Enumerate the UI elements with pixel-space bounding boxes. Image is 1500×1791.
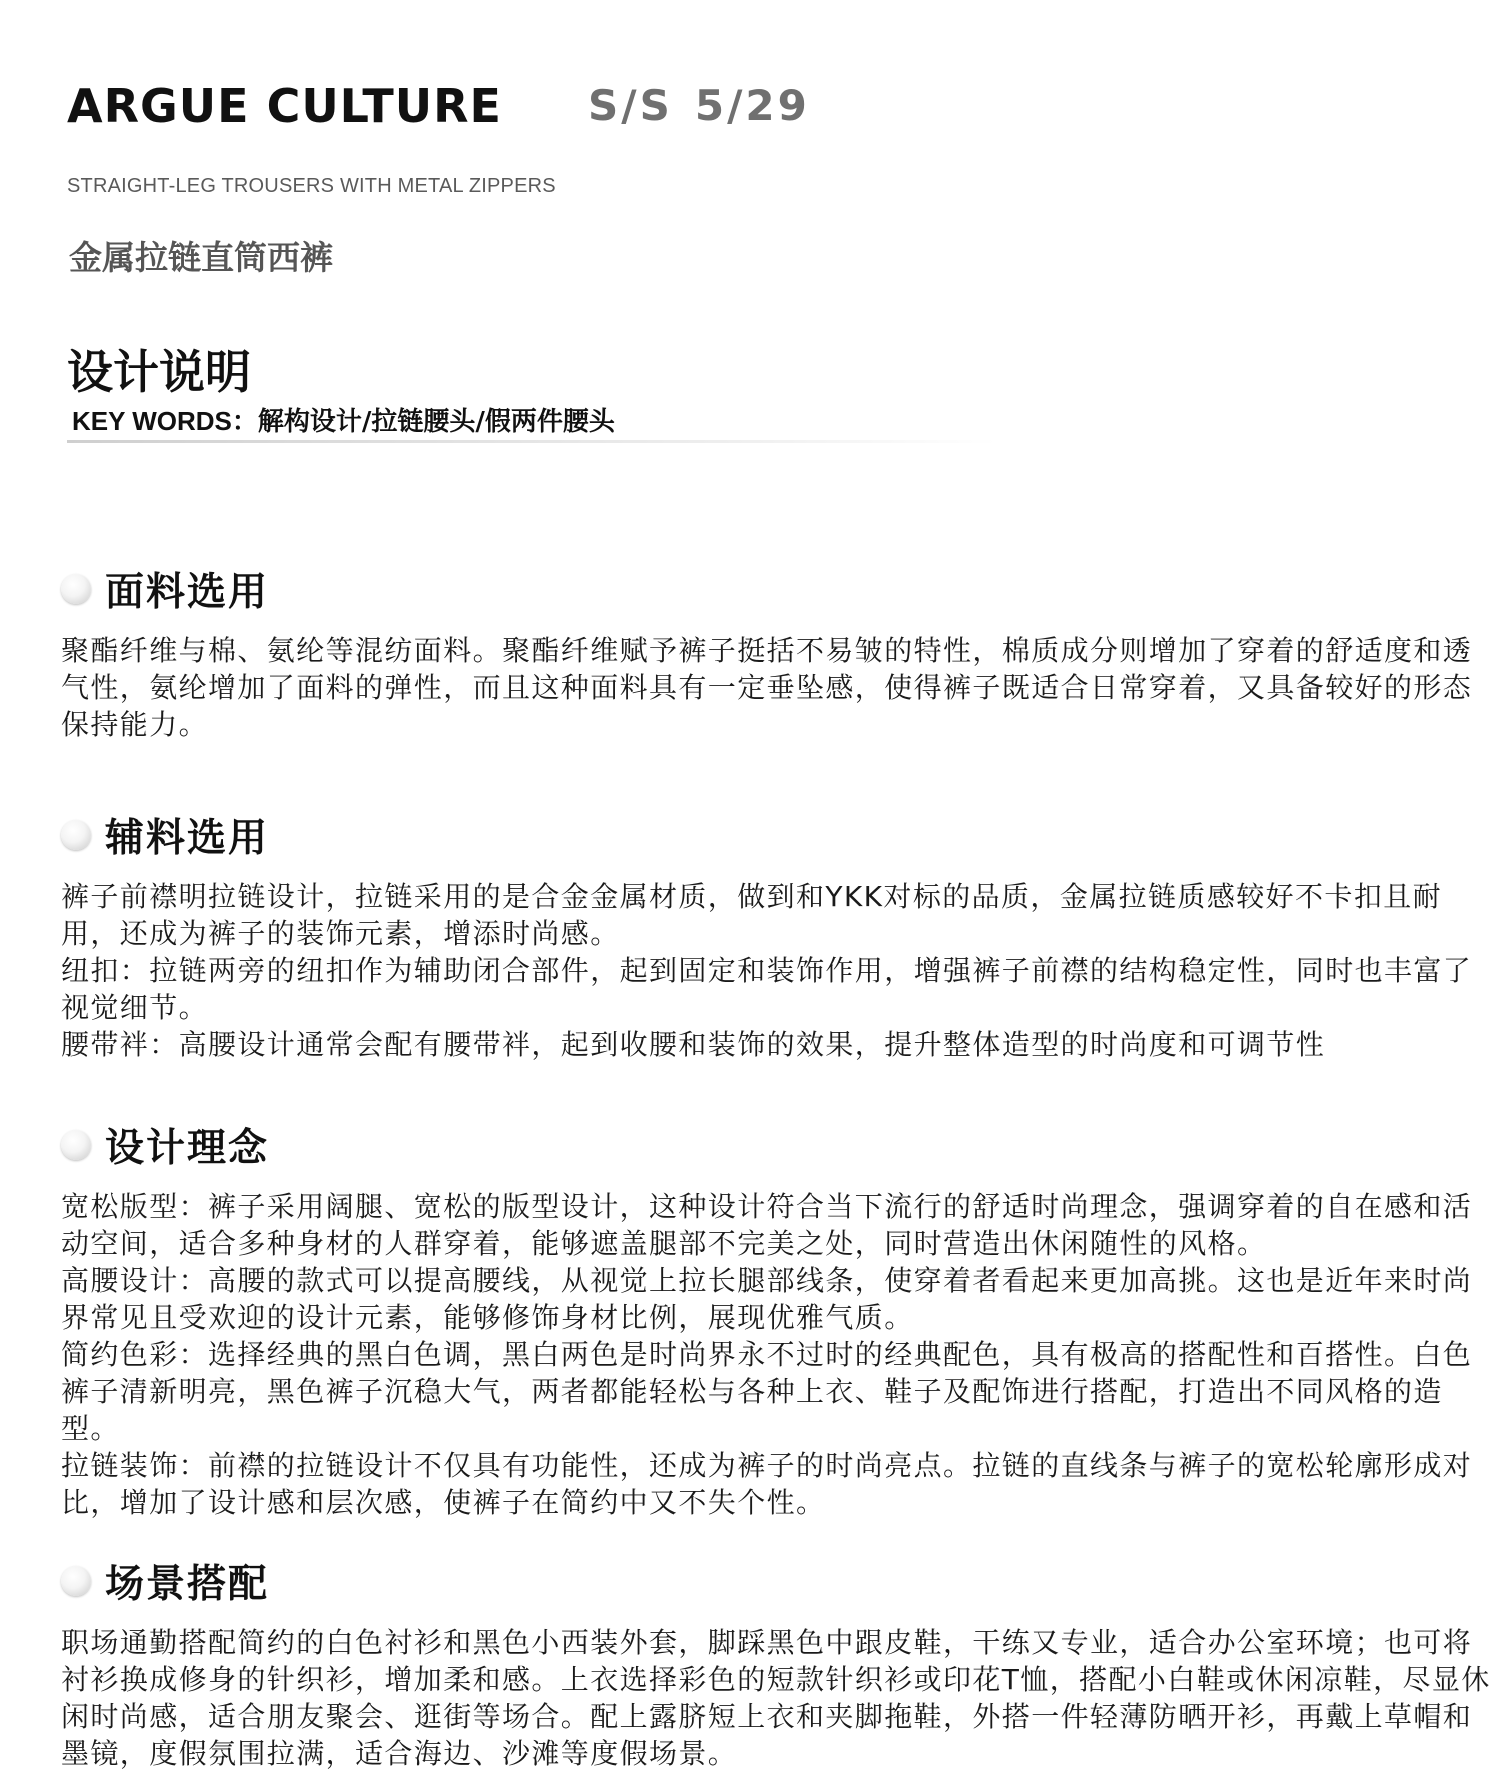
season-label: S/S: [588, 81, 673, 130]
section-header: [61, 810, 1491, 860]
circle-bullet-icon: [61, 820, 91, 850]
section-title: 面料选用: [105, 570, 270, 615]
circle-bullet-icon: [61, 1130, 91, 1160]
paragraph: 拉链装饰：前襟的拉链设计不仅具有功能性，还成为裤子的时尚亮点。拉链的直线条与裤子的宽松轮廓形成对比，增加了设计感和层次感，使裤子在简约中又不失个性。: [61, 1449, 1473, 1519]
paragraph: 宽松版型：裤子采用阔腿、宽松的版型设计，这种设计符合当下流行的舒适时尚理念，强调穿着的自在感和活动空间，适合多种身材的人群穿着，能够遮盖腿部不完美之处，同时营造出休闲随性的风格。: [61, 1190, 1473, 1260]
paragraph: 腰带袢：高腰设计通常会配有腰带袢，起到收腰和装饰的效果，提升整体造型的时尚度和可调节性: [61, 1028, 1326, 1061]
keywords-value: 解构设计/拉链腰头/假两件腰头: [257, 407, 615, 437]
section-body: [61, 1188, 1491, 1521]
section-header: [61, 564, 1491, 614]
circle-bullet-icon: [61, 1566, 91, 1596]
paragraph: 纽扣：拉链两旁的纽扣作为辅助闭合部件，起到固定和装饰作用，增强裤子前襟的结构稳定性，同时也丰富了视觉细节。: [61, 954, 1473, 1024]
brand-title: ARGUE CULTURE: [67, 79, 502, 133]
section-concept: [61, 1120, 1491, 1521]
section-body: [61, 1624, 1491, 1772]
paragraph: 简约色彩：选择经典的黑白色调，黑白两色是时尚界永不过时的经典配色，具有极高的搭配性和百搭性。白色裤子清新明亮，黑色裤子沉稳大气，两者都能轻松与各种上衣、鞋子及配饰进行搭配，打造出不同风格的造型。: [61, 1338, 1473, 1445]
circle-bullet-icon: [61, 574, 91, 604]
section-title: 设计理念: [105, 1126, 270, 1171]
section-body: [61, 878, 1491, 1063]
season-code: [588, 78, 810, 134]
section-fabric: [61, 564, 1491, 743]
section-header: [61, 1120, 1491, 1170]
section-trims: [61, 810, 1491, 1063]
section-styling: [61, 1556, 1491, 1772]
design-notes-title: 设计说明: [67, 345, 251, 399]
paragraph: 职场通勤搭配简约的白色衬衫和黑色小西装外套，脚踩黑色中跟皮鞋，干练又专业，适合办公室环境；也可将衬衫换成修身的针织衫，增加柔和感。上衣选择彩色的短款针织衫或印花T恤，搭配小白鞋或休闲凉鞋，尽显休闲时尚感，适合朋友聚会、逛街等场合。配上露脐短上衣和夹脚拖鞋，外搭一件轻薄防晒开衫，再戴上草帽和墨镜，度假氛围拉满，适合海边、沙滩等度假场景。: [61, 1626, 1491, 1770]
product-name-en: STRAIGHT-LEG TROUSERS WITH METAL ZIPPERS: [67, 175, 556, 197]
keywords-label: KEY WORDS：: [72, 406, 258, 436]
paragraph: 高腰设计：高腰的款式可以提高腰线，从视觉上拉长腿部线条，使穿着者看起来更加高挑。这也是近年来时尚界常见且受欢迎的设计元素，能够修饰身材比例，展现优雅气质。: [61, 1264, 1473, 1334]
keywords-divider: [67, 440, 997, 443]
paragraph: 裤子前襟明拉链设计，拉链采用的是合金金属材质，做到和YKK对标的品质，金属拉链质感较好不卡扣且耐用，还成为裤子的装饰元素，增添时尚感。: [61, 880, 1443, 950]
section-title: 场景搭配: [105, 1562, 270, 1607]
season-date: 5/29: [694, 81, 810, 130]
section-title: 辅料选用: [105, 816, 270, 861]
paragraph: 聚酯纤维与棉、氨纶等混纺面料。聚酯纤维赋予裤子挺括不易皱的特性，棉质成分则增加了穿着的舒适度和透气性，氨纶增加了面料的弹性，而且这种面料具有一定垂坠感，使得裤子既适合日常穿着，又具备较好的形态保持能力。: [61, 634, 1473, 741]
keywords-line: [72, 401, 615, 438]
section-body: [61, 632, 1491, 743]
section-header: [61, 1556, 1491, 1606]
product-name-cn: 金属拉链直筒西裤: [69, 238, 333, 277]
